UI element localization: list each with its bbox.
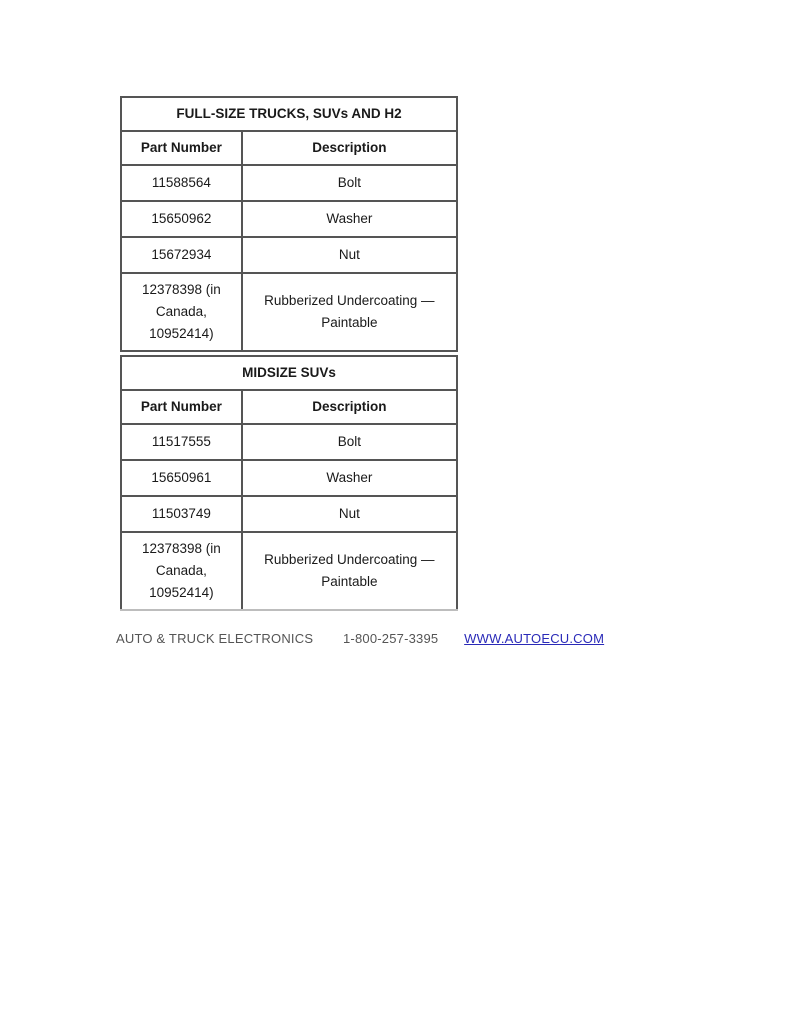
part-number-cell: 15650962 [121,201,242,237]
description-cell: Bolt [242,165,457,201]
description-cell: Rubberized Undercoating — Paintable [242,273,457,351]
table-row [121,273,457,351]
description-cell: Washer [242,201,457,237]
table-row [121,460,457,496]
description-cell: Bolt [242,424,457,460]
part-number-cell: 12378398 (in Canada, 10952414) [121,532,242,610]
table-row [121,496,457,532]
part-number-cell: 15650961 [121,460,242,496]
table-row [121,201,457,237]
part-number-cell: 11588564 [121,165,242,201]
part-number-cell: 12378398 (in Canada, 10952414) [121,273,242,351]
table-title: MIDSIZE SUVs [121,356,457,390]
footer [116,631,604,646]
part-number-header: Part Number [121,131,242,165]
description-header: Description [242,390,457,424]
part-number-cell: 11517555 [121,424,242,460]
part-number-cell: 11503749 [121,496,242,532]
midsize-parts-table [120,355,458,611]
website-link[interactable]: WWW.AUTOECU.COM [464,631,605,646]
description-cell: Nut [242,237,457,273]
description-cell: Washer [242,460,457,496]
phone-number: 1-800-257-3395 [343,631,439,646]
table-row [121,532,457,610]
part-number-header: Part Number [121,390,242,424]
table-row [121,165,457,201]
description-cell: Rubberized Undercoating — Paintable [242,532,457,610]
description-cell: Nut [242,496,457,532]
table-title: FULL-SIZE TRUCKS, SUVs AND H2 [121,97,457,131]
full-size-parts-table [120,96,458,352]
company-name: AUTO & TRUCK ELECTRONICS [116,631,314,646]
description-header: Description [242,131,457,165]
part-number-cell: 15672934 [121,237,242,273]
table-row [121,424,457,460]
table-row [121,237,457,273]
